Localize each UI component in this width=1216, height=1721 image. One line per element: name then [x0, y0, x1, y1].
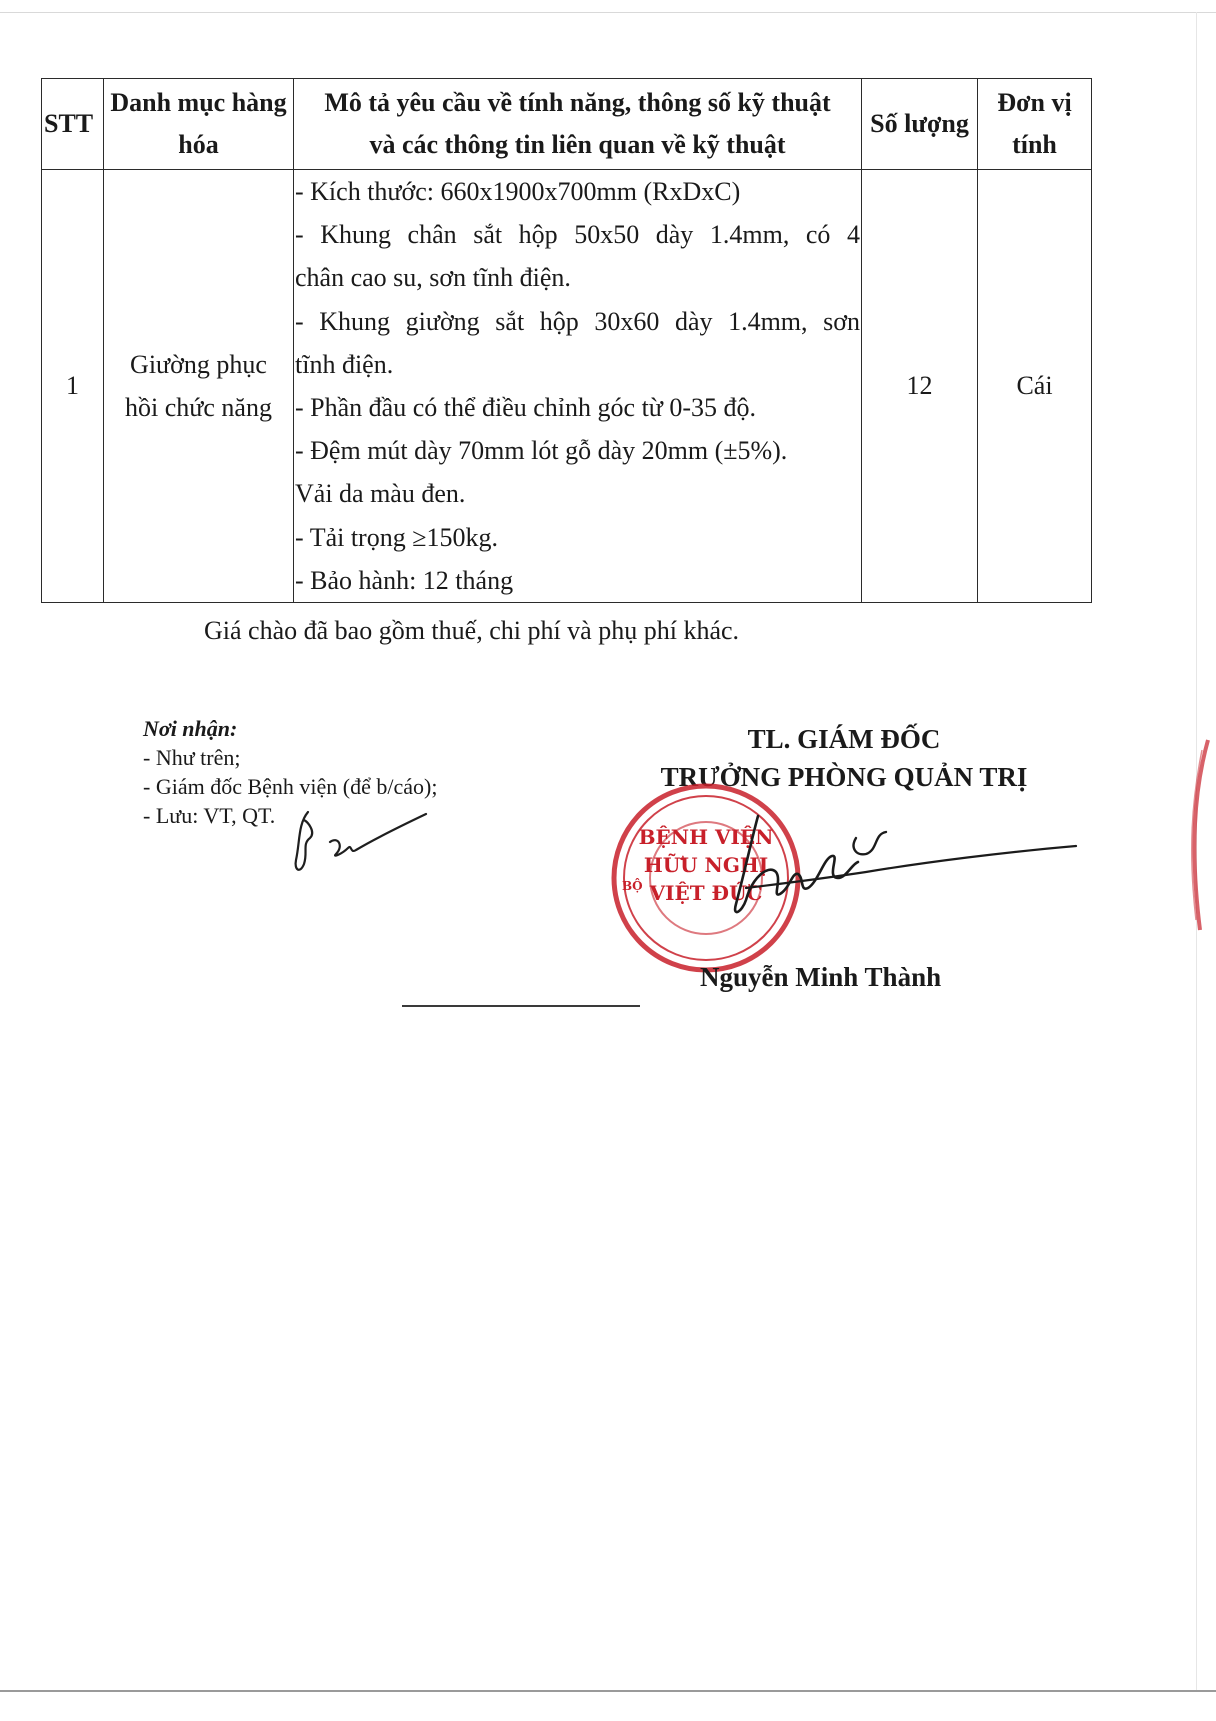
cell-item-line2: hồi chức năng — [125, 393, 272, 423]
stamp-line3: VIỆT ĐỨC — [649, 881, 763, 905]
table-row — [42, 170, 1092, 603]
description-line: - Khung chân sắt hộp 50x50 dày 1.4mm, có 4 — [295, 220, 860, 250]
price-note: Giá chào đã bao gồm thuế, chi phí và phụ phí khác. — [204, 616, 740, 645]
signer-name: Nguyễn Minh Thành — [700, 962, 942, 992]
recipients-title: Nơi nhận: — [143, 716, 238, 741]
stamp-line2: HỮU NGHỊ — [643, 853, 769, 877]
cell-stt: 1 — [42, 170, 104, 603]
description-line: - Kích thước: 660x1900x700mm (RxDxC) — [295, 177, 741, 206]
scan-edge-top — [0, 12, 1216, 13]
initials-signature — [286, 802, 436, 880]
header-quantity: Số lượng — [862, 79, 978, 170]
header-unit-line1: Đơn vị — [997, 88, 1072, 117]
description-line: Vải da màu đen. — [295, 479, 466, 509]
header-stt: STT — [42, 79, 104, 170]
stamp-line1: BỆNH VIỆN — [638, 825, 774, 849]
cell-item-line1: Giường phục — [130, 349, 267, 379]
description-line: chân cao su, sơn tĩnh điện. — [295, 263, 571, 293]
underline-rule — [402, 1005, 640, 1007]
description-line: - Khung giường sắt hộp 30x60 dày 1.4mm, sơn — [295, 306, 860, 336]
signature-title-line1: TL. GIÁM ĐỐC — [747, 724, 941, 754]
recipient-item: - Giám đốc Bệnh viện (để b/cáo); — [143, 774, 438, 799]
header-unit — [978, 79, 1092, 170]
description-line: - Đệm mút dày 70mm lót gỗ dày 20mm (±5%). — [295, 436, 788, 466]
description-line: tĩnh điện. — [295, 349, 394, 379]
stamp-ministry-text: BỘ — [622, 879, 643, 893]
signature-title-line2: TRƯỞNG PHÒNG QUẢN TRỊ — [660, 762, 1028, 792]
cell-quantity: 12 — [862, 170, 978, 603]
partial-stamp-edge — [1180, 730, 1210, 950]
cell-description — [294, 170, 862, 603]
director-signature — [706, 808, 1086, 928]
recipient-item: - Như trên; — [143, 745, 241, 770]
header-item-line1: Danh mục hàng — [110, 88, 287, 117]
specification-table — [41, 78, 1092, 603]
description-line: - Phần đầu có thể điều chỉnh góc từ 0-35 độ. — [295, 393, 757, 423]
cell-item — [104, 170, 294, 603]
header-unit-line2: tính — [1012, 130, 1057, 159]
header-item — [104, 79, 294, 170]
header-item-line2: hóa — [178, 130, 219, 159]
header-description-line2: và các thông tin liên quan về kỹ thuật — [369, 130, 786, 159]
table-header-row — [42, 79, 1092, 170]
description-line: - Tải trọng ≥150kg. — [295, 522, 498, 552]
recipient-item: - Lưu: VT, QT. — [143, 803, 276, 828]
cell-unit: Cái — [978, 170, 1092, 603]
header-description-line1: Mô tả yêu cầu về tính năng, thông số kỹ thuật — [324, 88, 831, 117]
description-line: - Bảo hành: 12 tháng — [295, 565, 514, 595]
header-description — [294, 79, 862, 170]
scan-edge-bottom — [0, 1690, 1216, 1692]
